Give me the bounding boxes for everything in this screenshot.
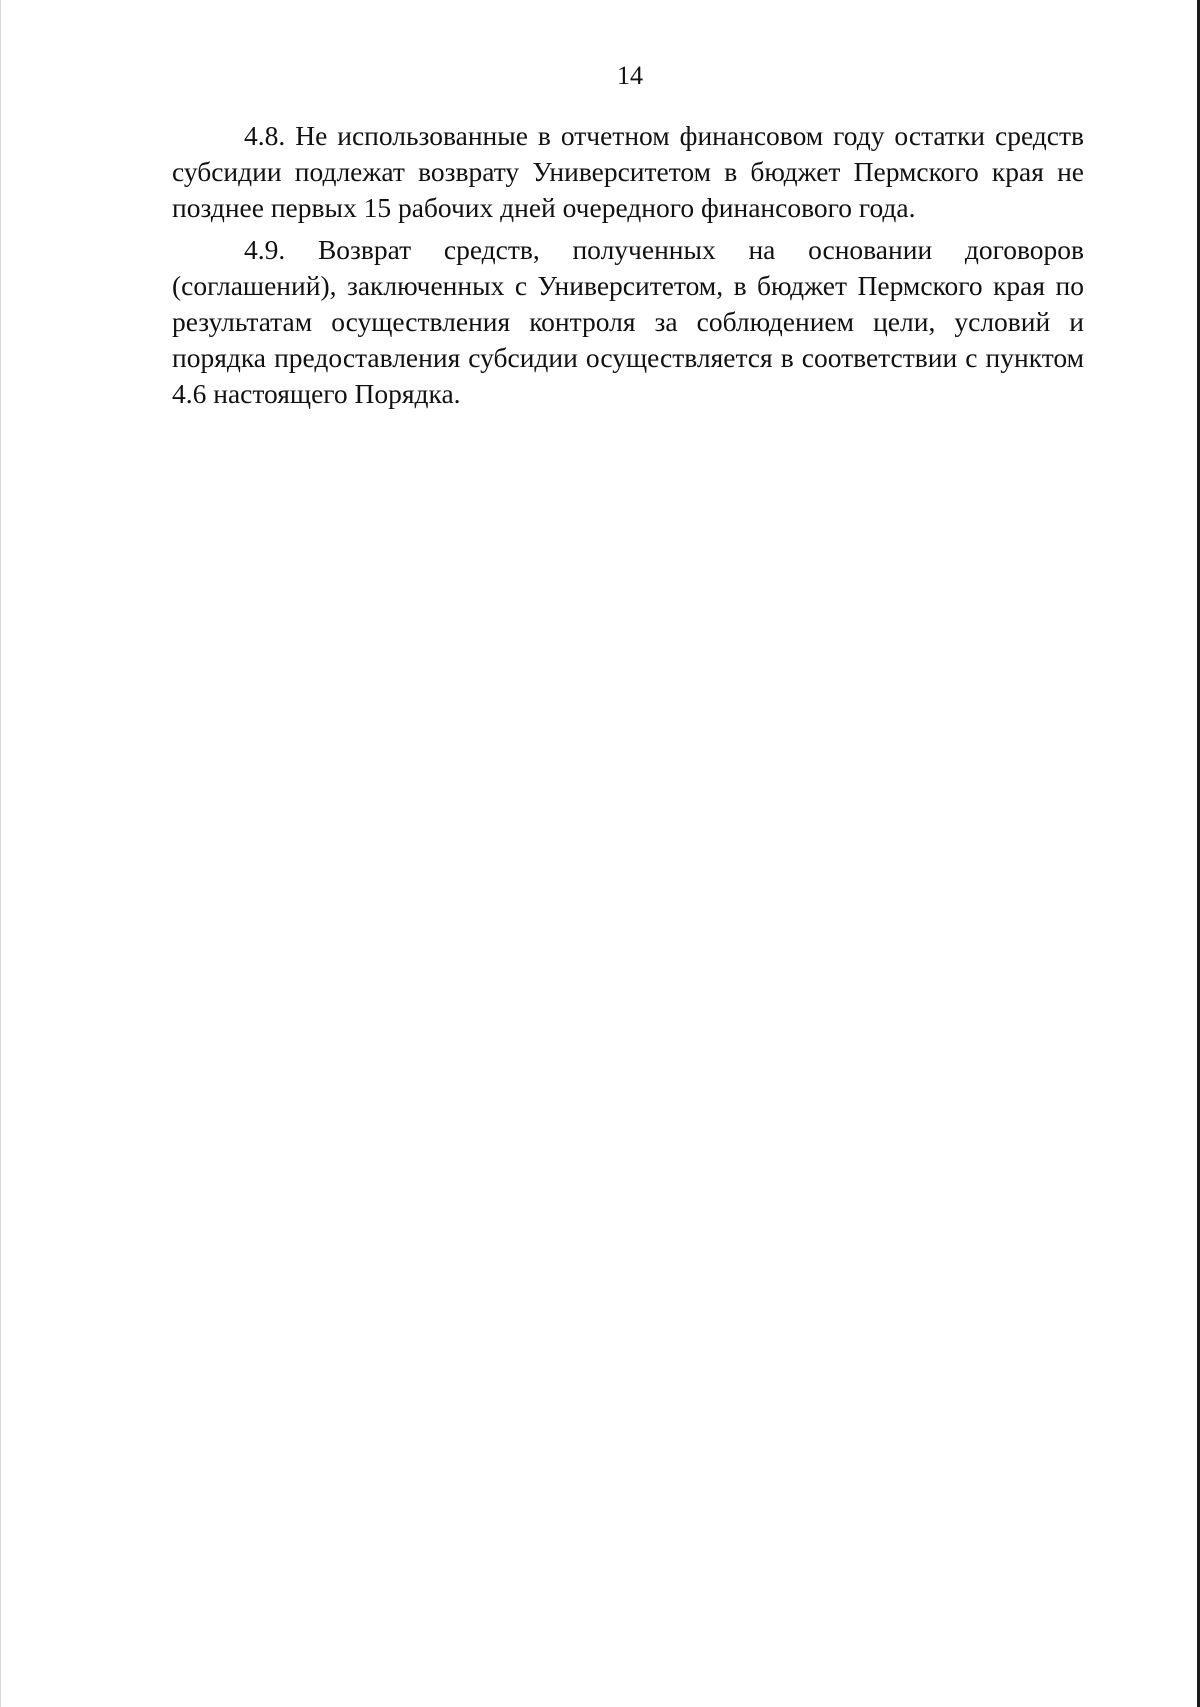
scan-edge-mark [0,0,1,1707]
paragraph-4-8: 4.8. Не использованные в отчетном финансовом году остатки средств субсидии подлежат возврату Университетом в бюджет Пермского края не позднее первых 15 рабочих дней очередного финансового года. [172,120,1084,223]
document-body [172,118,1084,418]
paragraph-4-9: 4.9. Возврат средств, полученных на основании договоров (соглашений), заключенных с Университетом, в бюджет Пермского края по результатам осуществления контроля за соблюдением цели, условий и порядка предоставления субсидии осуществляется в соответствии с пунктом 4.6 настоящего Порядка. [172,234,1084,409]
page-number: 14 [617,61,643,90]
